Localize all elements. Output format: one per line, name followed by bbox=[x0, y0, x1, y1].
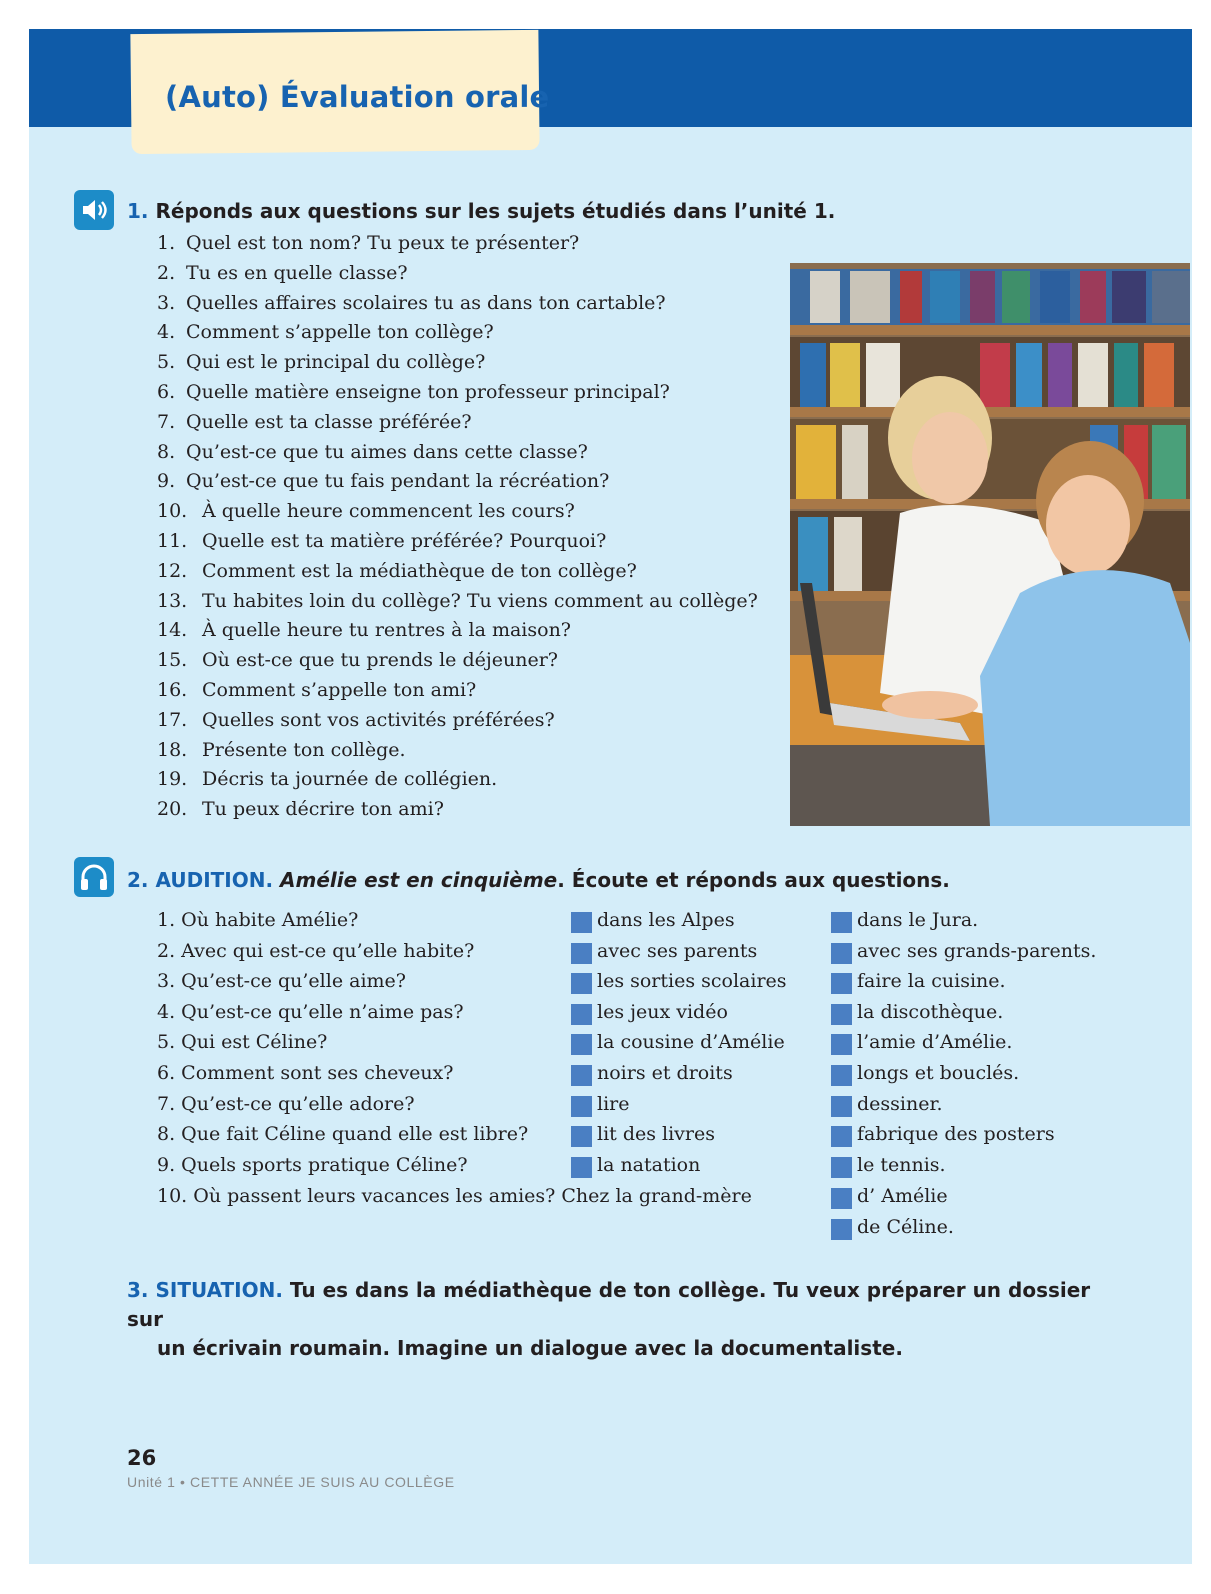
question-number: 4. bbox=[157, 321, 176, 344]
answer-option-a: la natation bbox=[597, 1153, 701, 1176]
question-number: 5. bbox=[157, 351, 176, 374]
question-text: Tu es en quelle classe? bbox=[186, 261, 408, 284]
question-number: 1. bbox=[157, 232, 176, 254]
answer-checkbox-b[interactable] bbox=[831, 943, 852, 964]
answer-option-b: dessiner. bbox=[857, 1092, 943, 1115]
answer-checkbox-a[interactable] bbox=[571, 1034, 592, 1055]
question-text: À quelle heure tu rentres à la maison? bbox=[202, 619, 571, 642]
question-item bbox=[157, 441, 588, 463]
answer-option-a: les jeux vidéo bbox=[597, 1000, 728, 1023]
audition-question: 9. Quels sports pratique Céline? bbox=[157, 1153, 468, 1176]
answer-checkbox-b[interactable] bbox=[831, 973, 852, 994]
answer-option-b: l’amie d’Amélie. bbox=[857, 1031, 1013, 1054]
answer-option-b: avec ses grands-parents. bbox=[857, 939, 1097, 962]
question-item bbox=[157, 262, 408, 284]
question-text: Où est-ce que tu prends le déjeuner? bbox=[202, 649, 558, 672]
audition-question: 10. Où passent leurs vacances les amies? Chez la grand-mère bbox=[157, 1185, 752, 1208]
page-number: 26 bbox=[127, 1446, 157, 1470]
question-number: 2. bbox=[157, 261, 176, 284]
answer-option-a: avec ses parents bbox=[597, 939, 758, 962]
answer-option-a: lit des livres bbox=[597, 1123, 715, 1146]
answer-option-b: faire la cuisine. bbox=[857, 970, 1006, 993]
question-text: Qu’est-ce que tu fais pendant la récréation? bbox=[186, 470, 610, 493]
exercise-3-line-1: Tu es dans la médiathèque de ton collège. Tu veux préparer un dossier sur bbox=[127, 1278, 1091, 1331]
question-text: Quelles sont vos activités préférées? bbox=[202, 708, 555, 731]
question-number: 12. bbox=[157, 559, 188, 582]
exercise-3-keyword: SITUATION. bbox=[155, 1278, 283, 1302]
question-number: 6. bbox=[157, 381, 176, 403]
question-text: Comment s’appelle ton ami? bbox=[202, 679, 477, 701]
answer-option-b: longs et bouclés. bbox=[857, 1062, 1020, 1084]
question-item bbox=[157, 649, 558, 671]
audition-question: 7. Qu’est-ce qu’elle adore? bbox=[157, 1092, 415, 1115]
audition-question: 4. Qu’est-ce qu’elle n’aime pas? bbox=[157, 1000, 464, 1023]
exercise-3 bbox=[127, 1276, 1117, 1363]
headphones-icon bbox=[74, 857, 114, 897]
exercise-2-instruction: . Écoute et réponds aux questions. bbox=[557, 868, 950, 892]
audition-question: 5. Qui est Céline? bbox=[157, 1031, 328, 1054]
exercise-3-line-2: un écrivain roumain. Imagine un dialogue avec la documentaliste. bbox=[157, 1336, 903, 1360]
question-item bbox=[157, 530, 606, 552]
answer-checkbox-b[interactable] bbox=[831, 912, 852, 933]
question-number: 9. bbox=[157, 470, 176, 493]
question-number: 11. bbox=[157, 530, 188, 552]
answer-checkbox-b[interactable] bbox=[831, 1034, 852, 1055]
answer-checkbox-a[interactable] bbox=[571, 1126, 592, 1147]
question-number: 16. bbox=[157, 679, 188, 701]
answer-option: d’ Amélie bbox=[857, 1185, 948, 1208]
question-text: Présente ton collège. bbox=[202, 738, 406, 761]
question-number: 13. bbox=[157, 589, 188, 612]
exercise-2-keyword: AUDITION. bbox=[155, 868, 274, 892]
question-item bbox=[157, 619, 571, 641]
question-item bbox=[157, 709, 555, 731]
question-item bbox=[157, 381, 670, 403]
question-text: Décris ta journée de collégien. bbox=[202, 768, 498, 791]
question-text: Comment est la médiathèque de ton collège? bbox=[202, 559, 637, 582]
answer-option-b: fabrique des posters bbox=[857, 1123, 1055, 1146]
exercise-2-number: 2. bbox=[127, 868, 149, 892]
exercise-2-subtitle: Amélie est en cinquième bbox=[280, 868, 558, 892]
answer-option-b: le tennis. bbox=[857, 1153, 946, 1176]
question-text: Tu peux décrire ton ami? bbox=[202, 798, 444, 821]
answer-checkbox-a[interactable] bbox=[571, 1096, 592, 1117]
exercise-1-instruction: Réponds aux questions sur les sujets étudiés dans l’unité 1. bbox=[155, 199, 836, 223]
question-item bbox=[157, 411, 472, 433]
question-item bbox=[157, 470, 609, 492]
answer-option: de Céline. bbox=[857, 1216, 954, 1239]
question-text: Quel est ton nom? Tu peux te présenter? bbox=[186, 232, 580, 254]
question-item bbox=[157, 560, 637, 582]
exercise-2-heading bbox=[127, 868, 950, 892]
answer-checkbox-b[interactable] bbox=[831, 1126, 852, 1147]
classroom-photo bbox=[790, 263, 1190, 826]
question-text: Qu’est-ce que tu aimes dans cette classe? bbox=[186, 440, 588, 463]
question-number: 14. bbox=[157, 619, 188, 642]
page-title: (Auto) Évaluation orale bbox=[165, 80, 550, 114]
question-item bbox=[157, 351, 485, 373]
question-number: 10. bbox=[157, 500, 188, 523]
answer-option-a: dans les Alpes bbox=[597, 909, 735, 931]
question-item bbox=[157, 768, 497, 790]
question-item bbox=[157, 232, 579, 254]
audition-question: 6. Comment sont ses cheveux? bbox=[157, 1062, 454, 1084]
answer-option-b: dans le Jura. bbox=[857, 909, 979, 931]
question-text: Quelle matière enseigne ton professeur principal? bbox=[186, 381, 670, 403]
question-number: 19. bbox=[157, 768, 188, 791]
question-item bbox=[157, 590, 758, 612]
answer-option-a: la cousine d’Amélie bbox=[597, 1031, 785, 1054]
answer-checkbox-a[interactable] bbox=[571, 912, 592, 933]
question-number: 3. bbox=[157, 291, 176, 314]
answer-checkbox-a[interactable] bbox=[571, 1004, 592, 1025]
answer-checkbox-a[interactable] bbox=[571, 973, 592, 994]
answer-checkbox[interactable] bbox=[831, 1219, 852, 1240]
speaker-icon bbox=[74, 190, 114, 230]
answer-option-b: la discothèque. bbox=[857, 1000, 1004, 1023]
exercise-3-number: 3. bbox=[127, 1278, 149, 1302]
question-number: 7. bbox=[157, 410, 176, 433]
audition-question: 8. Que fait Céline quand elle est libre? bbox=[157, 1123, 529, 1146]
question-item bbox=[157, 500, 575, 522]
audition-question: 3. Qu’est-ce qu’elle aime? bbox=[157, 970, 406, 993]
question-number: 17. bbox=[157, 708, 188, 731]
question-item bbox=[157, 798, 444, 820]
audition-question: 2. Avec qui est-ce qu’elle habite? bbox=[157, 939, 475, 962]
answer-option-a: les sorties scolaires bbox=[597, 970, 787, 993]
question-text: Comment s’appelle ton collège? bbox=[186, 321, 494, 344]
answer-checkbox-a[interactable] bbox=[571, 943, 592, 964]
exercise-1-number: 1. bbox=[127, 199, 149, 223]
answer-checkbox-b[interactable] bbox=[831, 1096, 852, 1117]
answer-option-a: lire bbox=[597, 1092, 630, 1115]
unit-footer: Unité 1 • CETTE ANNÉE JE SUIS AU COLLÈGE bbox=[127, 1474, 455, 1490]
answer-checkbox[interactable] bbox=[831, 1188, 852, 1209]
question-text: Qui est le principal du collège? bbox=[186, 351, 486, 374]
question-number: 15. bbox=[157, 649, 188, 672]
question-text: Quelle est ta matière préférée? Pourquoi? bbox=[202, 530, 607, 552]
question-item bbox=[157, 321, 494, 343]
question-number: 8. bbox=[157, 440, 176, 463]
question-text: Tu habites loin du collège? Tu viens comment au collège? bbox=[202, 589, 758, 612]
question-number: 18. bbox=[157, 738, 188, 761]
answer-checkbox-b[interactable] bbox=[831, 1004, 852, 1025]
question-text: Quelles affaires scolaires tu as dans ton cartable? bbox=[186, 291, 666, 314]
audition-question: 1. Où habite Amélie? bbox=[157, 909, 359, 931]
question-item bbox=[157, 679, 476, 701]
answer-checkbox-a[interactable] bbox=[571, 1065, 592, 1086]
answer-checkbox-b[interactable] bbox=[831, 1065, 852, 1086]
answer-checkbox-a[interactable] bbox=[571, 1157, 592, 1178]
question-item bbox=[157, 292, 666, 314]
answer-checkbox-b[interactable] bbox=[831, 1157, 852, 1178]
question-text: À quelle heure commencent les cours? bbox=[202, 500, 575, 523]
question-text: Quelle est ta classe préférée? bbox=[186, 410, 472, 433]
question-number: 20. bbox=[157, 798, 188, 821]
exercise-1-heading bbox=[127, 199, 835, 223]
question-item bbox=[157, 739, 406, 761]
answer-option-a: noirs et droits bbox=[597, 1062, 733, 1084]
